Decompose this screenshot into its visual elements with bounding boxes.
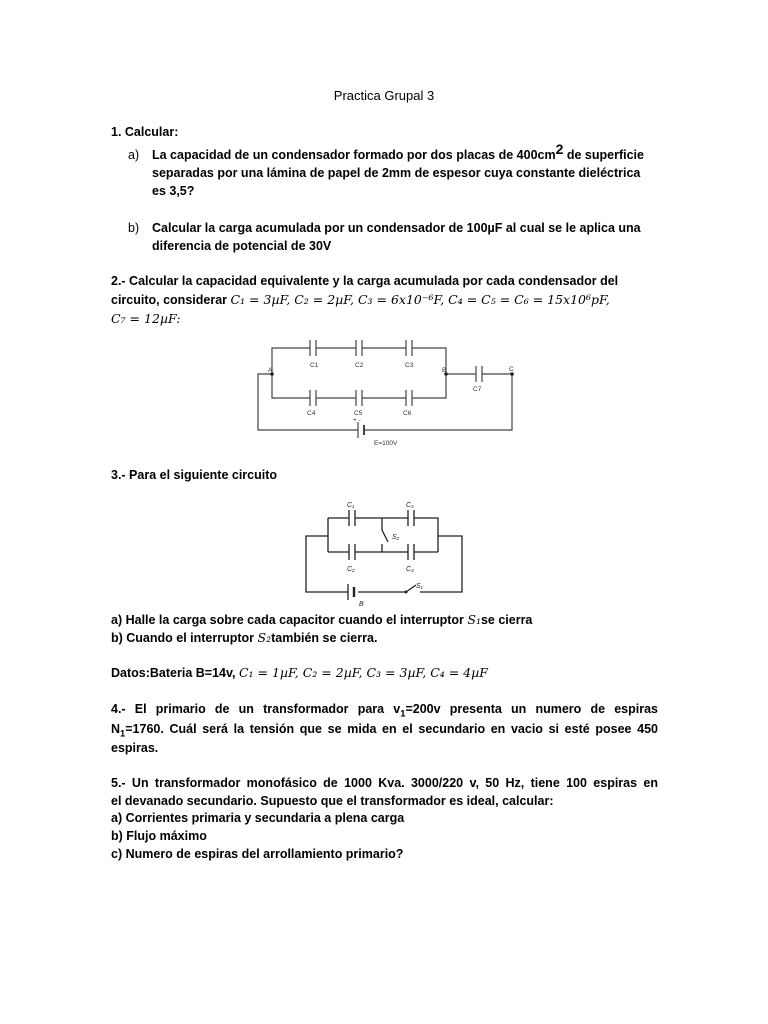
circuit-diagram-q3 [304, 500, 466, 608]
q1-a-line3: es 3,5? [152, 184, 195, 198]
q3-label: 3.- Para el siguiente circuito [111, 468, 278, 482]
node-a: A [268, 367, 273, 374]
q5-b: b) Flujo máximo [111, 829, 207, 843]
page-title: Practica Grupal 3 [333, 88, 435, 103]
label-c4: C4 [307, 410, 316, 417]
label-c3: C₃ [406, 502, 414, 509]
q1-label: 1. Calcular: [111, 125, 179, 139]
q3-b: b) Cuando el interruptor S₂también se cierra. [111, 630, 378, 645]
node-c: C [509, 366, 514, 373]
q2-line3: C₇ = 12µF: [111, 311, 181, 326]
q2-capacitor-values: C₁ = 3µF, C₂ = 2µF, C₃ = 6x10⁻⁶F, C₄ = C₅ = C₆ = 15x10⁶pF, [230, 292, 610, 307]
label-s1: S₁ [416, 583, 423, 590]
label-c4: C₄ [406, 566, 414, 573]
q5-line1: 5.- Un transformador monofásico de 1000 Kva. 3000/220 v, 50 Hz, tiene 100 espiras en [111, 776, 658, 790]
q3-data: Datos:Bateria B=14v, C₁ = 1µF, C₂ = 2µF, C₃ = 3µF, C₄ = 4µF [111, 665, 488, 680]
label-c2: C2 [355, 362, 364, 369]
label-c1: C1 [310, 362, 319, 369]
q1-b-line1: Calcular la carga acumulada por un condensador de 100µF al cual se le aplica una [152, 221, 641, 235]
q4-line3: espiras. [111, 741, 159, 755]
label-c5: C5 [354, 410, 363, 417]
q1-b-marker: b) [128, 221, 140, 235]
q2-line1: 2.- Calcular la capacidad equivalente y la carga acumulada por cada condensador del [111, 274, 619, 288]
source-label: E=100V [374, 440, 398, 447]
label-c6: C6 [403, 410, 412, 417]
q1-a-line2: separadas por una lámina de papel de 2mm de espesor cuya constante dieléctrica [152, 166, 641, 180]
q2-line2: circuito, considerar C₁ = 3µF, C₂ = 2µF, C₃ = 6x10⁻⁶F, C₄ = C₅ = C₆ = 15x10⁶pF, [111, 292, 610, 307]
q1-b-line2: diferencia de potencial de 30V [152, 239, 332, 253]
q3-a: a) Halle la carga sobre cada capacitor cuando el interruptor S₁se cierra [111, 612, 533, 627]
q5-c: c) Numero de espiras del arrollamiento primario? [111, 847, 404, 861]
source-polarity: + - [353, 417, 361, 424]
label-s2: S₂ [392, 534, 400, 541]
q4-line2: $N_1=1760$. Cuál será la tensión que se mida en el secundario en vacio si esté posee 450 [111, 722, 658, 739]
label-c7: C7 [473, 386, 482, 393]
q4-line1: 4.- El primario de un transformador para $v_1=200v$ presenta un numero de espiras [111, 702, 658, 719]
label-c3: C3 [405, 362, 414, 369]
q1-a-marker: a) [128, 148, 140, 162]
q5-line2: el devanado secundario. Supuesto que el transformador es ideal, calcular: [111, 794, 554, 808]
q5-a: a) Corrientes primaria y secundaria a plena carga [111, 811, 405, 825]
label-battery: B [359, 601, 364, 608]
q1-a-line1: La capacidad de un condensador formado por dos placas de $400cm^2$ de superficie [152, 140, 644, 162]
circuit-diagram-q2 [250, 336, 522, 454]
label-c1: C₁ [347, 502, 355, 509]
label-c2: C₂ [347, 566, 355, 573]
node-b: B [442, 367, 447, 374]
